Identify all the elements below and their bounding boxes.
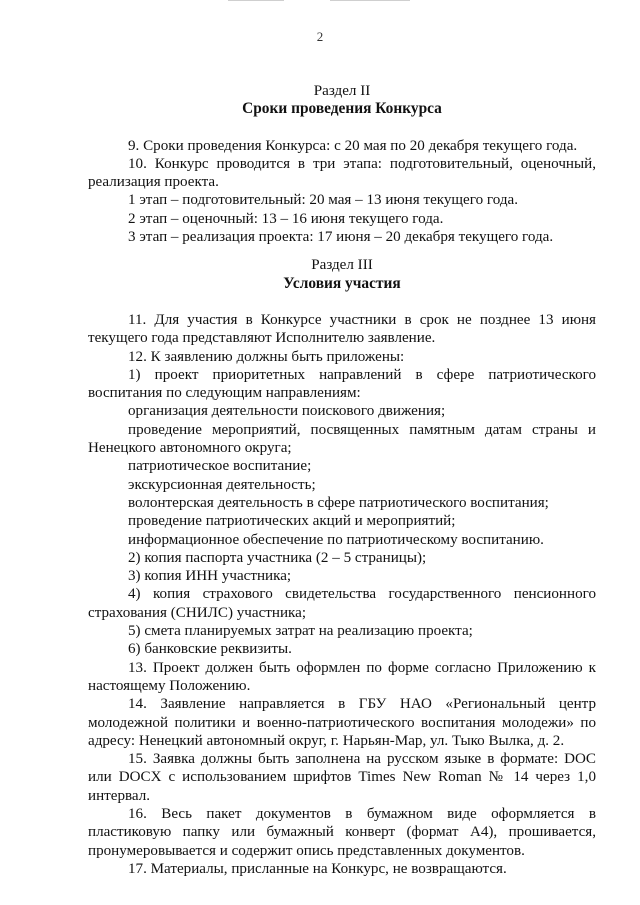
paragraph: 9. Сроки проведения Конкурса: с 20 мая по 20 декабря текущего года.	[128, 137, 578, 154]
list-item: экскурсионная деятельность;	[128, 476, 316, 493]
paragraph: 4) копия страхового свидетельства государственного пенсионного страхования (СНИЛС) участника;	[88, 586, 596, 621]
list-item: проведение патриотических акций и мероприятий;	[128, 513, 456, 530]
section-2-label: Раздел II	[313, 83, 371, 99]
list-item: проведение мероприятий, посвященных памятным датам страны и Ненецкого автономного округа;	[88, 421, 596, 457]
paragraph: 6) банковские реквизиты.	[128, 641, 292, 658]
section-3-title: Условия участия	[283, 274, 401, 292]
paragraph: 11. Для участия в Конкурсе участники в срок не позднее 13 июня текущего года представляют Исполнителю заявление.	[88, 311, 596, 347]
paragraph: 15. Заявка должны быть заполнена на русском языке в формате: DOC или DOCX с использованием шрифтов Times New Roman № 14 через 1,0 интервал.	[88, 751, 596, 804]
paragraph: 2) копия паспорта участника (2 – 5 страницы);	[128, 549, 427, 566]
paragraph: 1 этап – подготовительный: 20 мая – 13 июня текущего года.	[128, 192, 518, 209]
paragraph: 1) проект приоритетных направлений в сфере патриотического воспитания по следующим направлениям:	[88, 366, 596, 402]
section-3	[88, 256, 596, 878]
paragraph: 12. К заявлению должны быть приложены:	[128, 348, 405, 365]
paragraph: 17. Материалы, присланные на Конкурс, не возвращаются.	[128, 860, 507, 877]
list-item: информационное обеспечение по патриотическому воспитанию.	[128, 531, 544, 548]
top-edge-line-left	[228, 0, 284, 1]
list-item: организация деятельности поискового движения;	[128, 403, 446, 420]
paragraph: 14. Заявление направляется в ГБУ НАО «Региональный центр молодежной политики и военно-патриотического воспитания молодежи» по адресу: Ненецкий автономный округ, г. Нарьян-Мар, ул. Тыко Вылка, д. 2.	[88, 696, 596, 749]
paragraph: 5) смета планируемых затрат на реализацию проекта;	[128, 623, 473, 640]
paragraph: 16. Весь пакет документов в бумажном виде оформляется в пластиковую папку или бумажный конверт (формат А4), прошивается, пронумеровывается и содержит опись представленных документов.	[88, 805, 596, 859]
section-2	[88, 82, 596, 246]
section-2-title: Сроки проведения Конкурса	[242, 100, 442, 118]
top-edge-line-right	[330, 0, 410, 1]
document-body	[88, 82, 596, 878]
section-3-label: Раздел III	[311, 257, 373, 274]
paragraph: 13. Проект должен быть оформлен по форме согласно Приложению к настоящему Положению.	[88, 659, 596, 694]
list-item: волонтерская деятельность в сфере патриотического воспитания;	[128, 494, 549, 511]
paragraph: 3 этап – реализация проекта: 17 июня – 20 декабря текущего года.	[128, 229, 554, 246]
paragraph: 2 этап – оценочный: 13 – 16 июня текущего года.	[128, 210, 444, 227]
paragraph: 3) копия ИНН участника;	[128, 568, 292, 585]
page-number: 2	[316, 29, 324, 44]
list-item: патриотическое воспитание;	[128, 458, 312, 475]
paragraph: 10. Конкурс проводится в три этапа: подготовительный, оценочный, реализация проекта.	[88, 155, 596, 191]
